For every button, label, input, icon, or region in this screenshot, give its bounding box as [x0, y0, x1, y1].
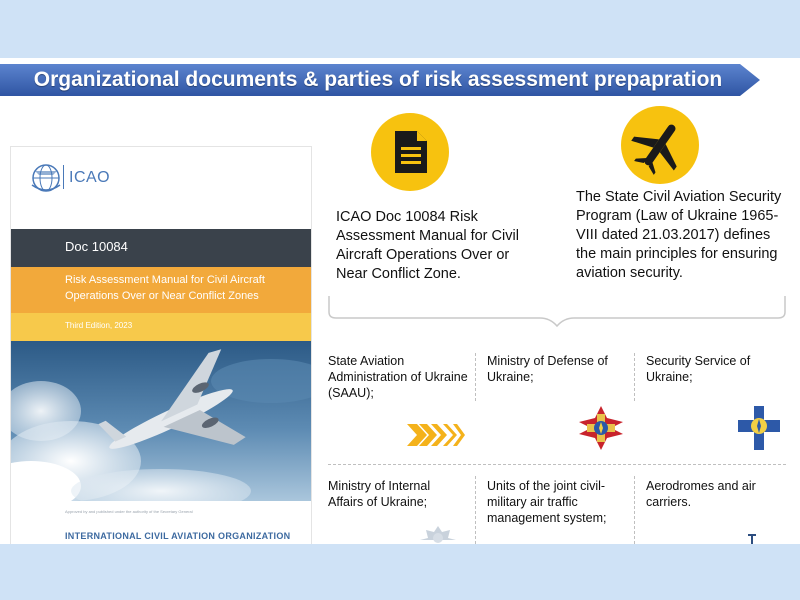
- airplane-sky-photo: [11, 341, 311, 501]
- slide-title: Organizational documents & parties of risk assessment prepapration: [33, 68, 723, 91]
- party-item: Aerodromes and air carriers.: [646, 479, 756, 509]
- party-item: Security Service of Ukraine;: [646, 354, 751, 384]
- logo-divider: [63, 165, 64, 189]
- document-icon: [371, 113, 449, 191]
- security-program-description: The State Civil Aviation Security Program (Law of Ukraine 1965-VIII dated 21.03.2017) defines the main principles for ensuring aviation security.: [576, 189, 782, 281]
- sbu-emblem-icon: [736, 404, 782, 452]
- icao-doc-description: ICAO Doc 10084 Risk Assessment Manual for Civil Aircraft Operations Over or Near Conflict Zone.: [336, 209, 519, 282]
- party-item: Units of the joint civil-military air traffic management system;: [487, 479, 607, 525]
- cover-edition: Third Edition, 2023: [65, 321, 133, 330]
- party-item: Ministry of Defense of Ukraine;: [487, 354, 608, 384]
- grouping-brace: [328, 296, 786, 332]
- icao-document-cover: [10, 146, 312, 544]
- grid-divider: [328, 464, 786, 465]
- ministry-defense-emblem-icon: [577, 404, 625, 452]
- icao-logo-icon: [29, 161, 63, 195]
- cover-dark-band: [11, 229, 311, 267]
- grid-divider: [475, 353, 476, 401]
- airplane-icon: [621, 106, 699, 184]
- party-item: Ministry of Internal Affairs of Ukraine;: [328, 479, 431, 509]
- title-banner: [0, 64, 760, 96]
- saau-chevron-logo-icon: [405, 422, 467, 448]
- icao-logo-text: ICAO: [69, 169, 111, 186]
- cover-organization: INTERNATIONAL CIVIL AVIATION ORGANIZATION: [65, 531, 291, 541]
- cover-subtitle: Risk Assessment Manual for Civil Aircraft Operations Over or Near Conflict Zones: [65, 274, 265, 302]
- internal-affairs-emblem-icon: [416, 526, 460, 544]
- party-item: State Aviation Administration of Ukraine (SAAU);: [328, 354, 468, 400]
- grid-divider: [475, 476, 476, 544]
- cover-approved-text: Approved by and published under the authority of the Secretary General: [65, 509, 193, 514]
- aerodrome-marker-icon: [748, 534, 756, 544]
- airplane-circle: [621, 106, 699, 184]
- presentation-slide: [0, 58, 800, 544]
- cover-yellow-band: [11, 313, 311, 341]
- grid-divider: [634, 476, 635, 544]
- grid-divider: [634, 353, 635, 401]
- document-circle: [371, 113, 449, 191]
- cover-doc-number: Doc 10084: [65, 239, 128, 254]
